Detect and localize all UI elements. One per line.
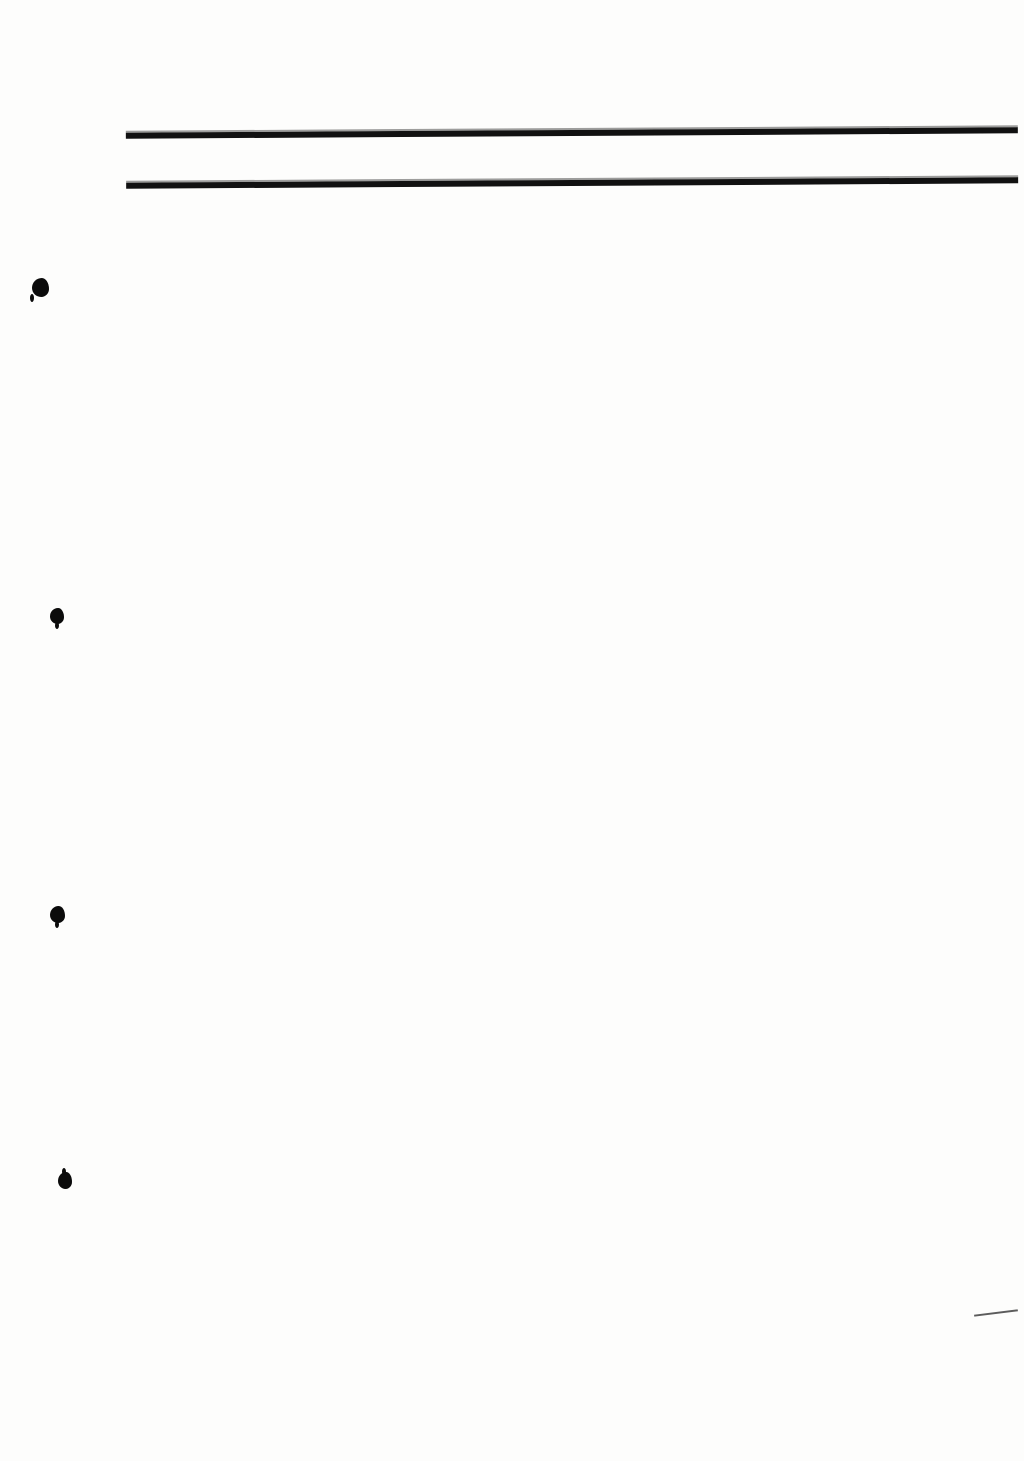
- table-header: [126, 125, 1018, 190]
- margin-ink-blot-tail: [62, 1168, 66, 1175]
- column-header-row: [126, 135, 1018, 182]
- margin-ink-blot-tail: [55, 622, 59, 629]
- margin-ink-blot-tail: [55, 921, 59, 928]
- edge-mark: [974, 1309, 1018, 1316]
- margin-ink-blot: [32, 278, 49, 297]
- margin-ink-blot-tail: [30, 294, 34, 302]
- margin-ink-blot: [58, 1172, 72, 1189]
